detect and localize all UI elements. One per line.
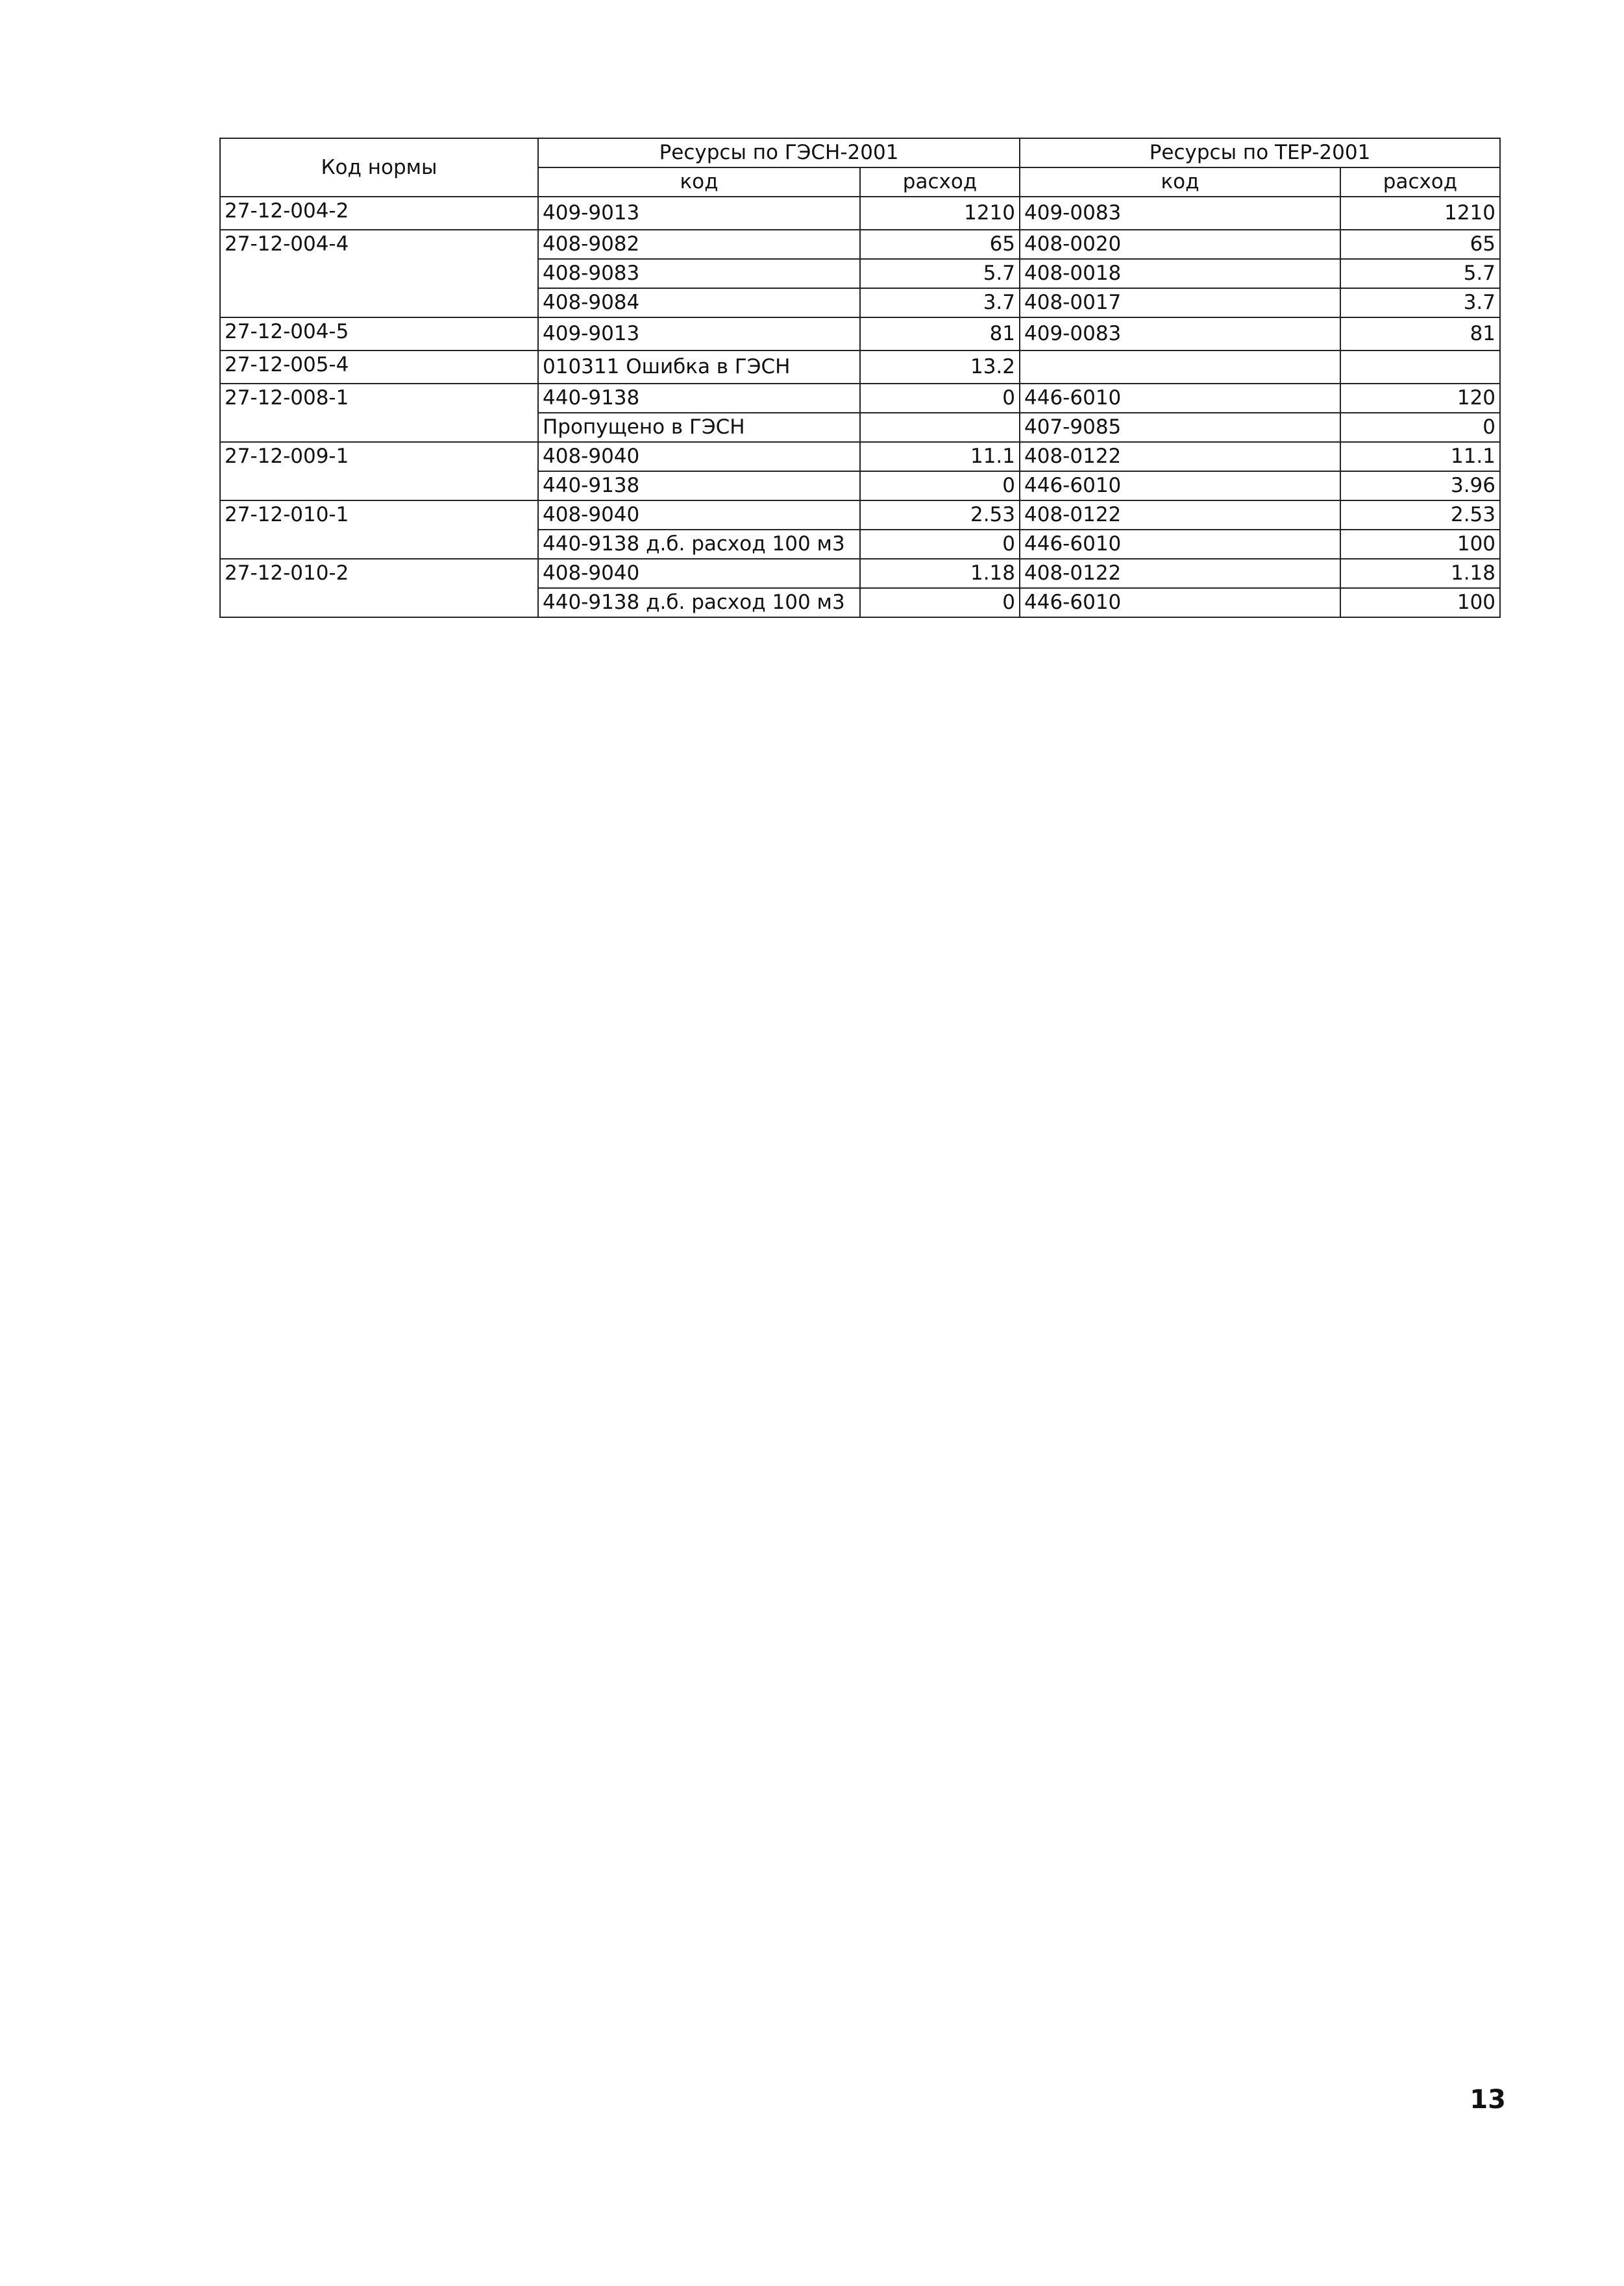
header-gesn-consumption: расход <box>860 167 1020 197</box>
ter-code-cell: 408-0122 <box>1020 559 1340 588</box>
gesn-code-cell: 408-9040 <box>538 442 860 471</box>
norm-code-cell: 27-12-010-2 <box>220 559 538 617</box>
table-header <box>220 138 1500 197</box>
gesn-code-cell: 440-9138 <box>538 384 860 413</box>
gesn-code-cell: Пропущено в ГЭСН <box>538 413 860 442</box>
gesn-consumption-cell: 65 <box>860 230 1020 259</box>
gesn-consumption-cell: 2.53 <box>860 500 1020 530</box>
header-ter-consumption: расход <box>1340 167 1500 197</box>
gesn-consumption-cell: 1210 <box>860 197 1020 230</box>
gesn-consumption-cell: 0 <box>860 471 1020 500</box>
header-gesn-group: Ресурсы по ГЭСН-2001 <box>538 138 1020 167</box>
ter-code-cell: 446-6010 <box>1020 384 1340 413</box>
gesn-consumption-cell: 13.2 <box>860 350 1020 384</box>
ter-consumption-cell: 3.96 <box>1340 471 1500 500</box>
gesn-code-cell: 440-9138 д.б. расход 100 м3 <box>538 530 860 559</box>
resources-table <box>219 138 1501 618</box>
header-ter-group: Ресурсы по ТЕР-2001 <box>1020 138 1500 167</box>
gesn-code-cell: 409-9013 <box>538 317 860 350</box>
ter-consumption-cell: 81 <box>1340 317 1500 350</box>
ter-code-cell: 409-0083 <box>1020 197 1340 230</box>
ter-code-cell: 408-0017 <box>1020 288 1340 317</box>
ter-code-cell: 446-6010 <box>1020 530 1340 559</box>
table-row <box>220 317 1500 350</box>
ter-consumption-cell: 120 <box>1340 384 1500 413</box>
ter-consumption-cell: 2.53 <box>1340 500 1500 530</box>
table-row <box>220 442 1500 471</box>
gesn-consumption-cell: 0 <box>860 530 1020 559</box>
ter-consumption-cell: 65 <box>1340 230 1500 259</box>
gesn-code-cell: 010311 Ошибка в ГЭСН <box>538 350 860 384</box>
gesn-code-cell: 408-9083 <box>538 259 860 288</box>
norm-code-cell: 27-12-005-4 <box>220 350 538 384</box>
header-ter-code: код <box>1020 167 1340 197</box>
gesn-code-cell: 408-9082 <box>538 230 860 259</box>
gesn-consumption-cell: 11.1 <box>860 442 1020 471</box>
ter-consumption-cell: 1210 <box>1340 197 1500 230</box>
ter-code-cell: 408-0122 <box>1020 442 1340 471</box>
ter-consumption-cell: 3.7 <box>1340 288 1500 317</box>
ter-code-cell: 409-0083 <box>1020 317 1340 350</box>
ter-consumption-cell: 11.1 <box>1340 442 1500 471</box>
gesn-consumption-cell: 1.18 <box>860 559 1020 588</box>
gesn-code-cell: 408-9040 <box>538 500 860 530</box>
ter-code-cell: 407-9085 <box>1020 413 1340 442</box>
gesn-code-cell: 440-9138 <box>538 471 860 500</box>
table-row <box>220 230 1500 259</box>
gesn-consumption-cell: 5.7 <box>860 259 1020 288</box>
norm-code-cell: 27-12-009-1 <box>220 442 538 500</box>
norm-code-cell: 27-12-004-2 <box>220 197 538 230</box>
ter-consumption-cell: 100 <box>1340 588 1500 617</box>
ter-code-cell: 408-0122 <box>1020 500 1340 530</box>
ter-code-cell: 446-6010 <box>1020 588 1340 617</box>
ter-consumption-cell: 1.18 <box>1340 559 1500 588</box>
gesn-code-cell: 408-9084 <box>538 288 860 317</box>
gesn-consumption-cell <box>860 413 1020 442</box>
header-gesn-code: код <box>538 167 860 197</box>
gesn-code-cell: 409-9013 <box>538 197 860 230</box>
table-row <box>220 350 1500 384</box>
gesn-consumption-cell: 0 <box>860 384 1020 413</box>
ter-consumption-cell: 5.7 <box>1340 259 1500 288</box>
gesn-code-cell: 408-9040 <box>538 559 860 588</box>
gesn-consumption-cell: 0 <box>860 588 1020 617</box>
ter-consumption-cell: 100 <box>1340 530 1500 559</box>
ter-code-cell: 408-0020 <box>1020 230 1340 259</box>
table-row <box>220 500 1500 530</box>
table-row <box>220 384 1500 413</box>
table-body <box>220 197 1500 617</box>
norm-code-cell: 27-12-004-4 <box>220 230 538 317</box>
table-row <box>220 197 1500 230</box>
gesn-code-cell: 440-9138 д.б. расход 100 м3 <box>538 588 860 617</box>
norm-code-cell: 27-12-004-5 <box>220 317 538 350</box>
norm-code-cell: 27-12-010-1 <box>220 500 538 559</box>
ter-code-cell <box>1020 350 1340 384</box>
table-row <box>220 559 1500 588</box>
ter-consumption-cell: 0 <box>1340 413 1500 442</box>
gesn-consumption-cell: 3.7 <box>860 288 1020 317</box>
ter-code-cell: 408-0018 <box>1020 259 1340 288</box>
ter-consumption-cell <box>1340 350 1500 384</box>
norm-code-cell: 27-12-008-1 <box>220 384 538 442</box>
page-number: 13 <box>1470 2085 1506 2115</box>
ter-code-cell: 446-6010 <box>1020 471 1340 500</box>
header-norm-code: Код нормы <box>220 138 538 197</box>
gesn-consumption-cell: 81 <box>860 317 1020 350</box>
